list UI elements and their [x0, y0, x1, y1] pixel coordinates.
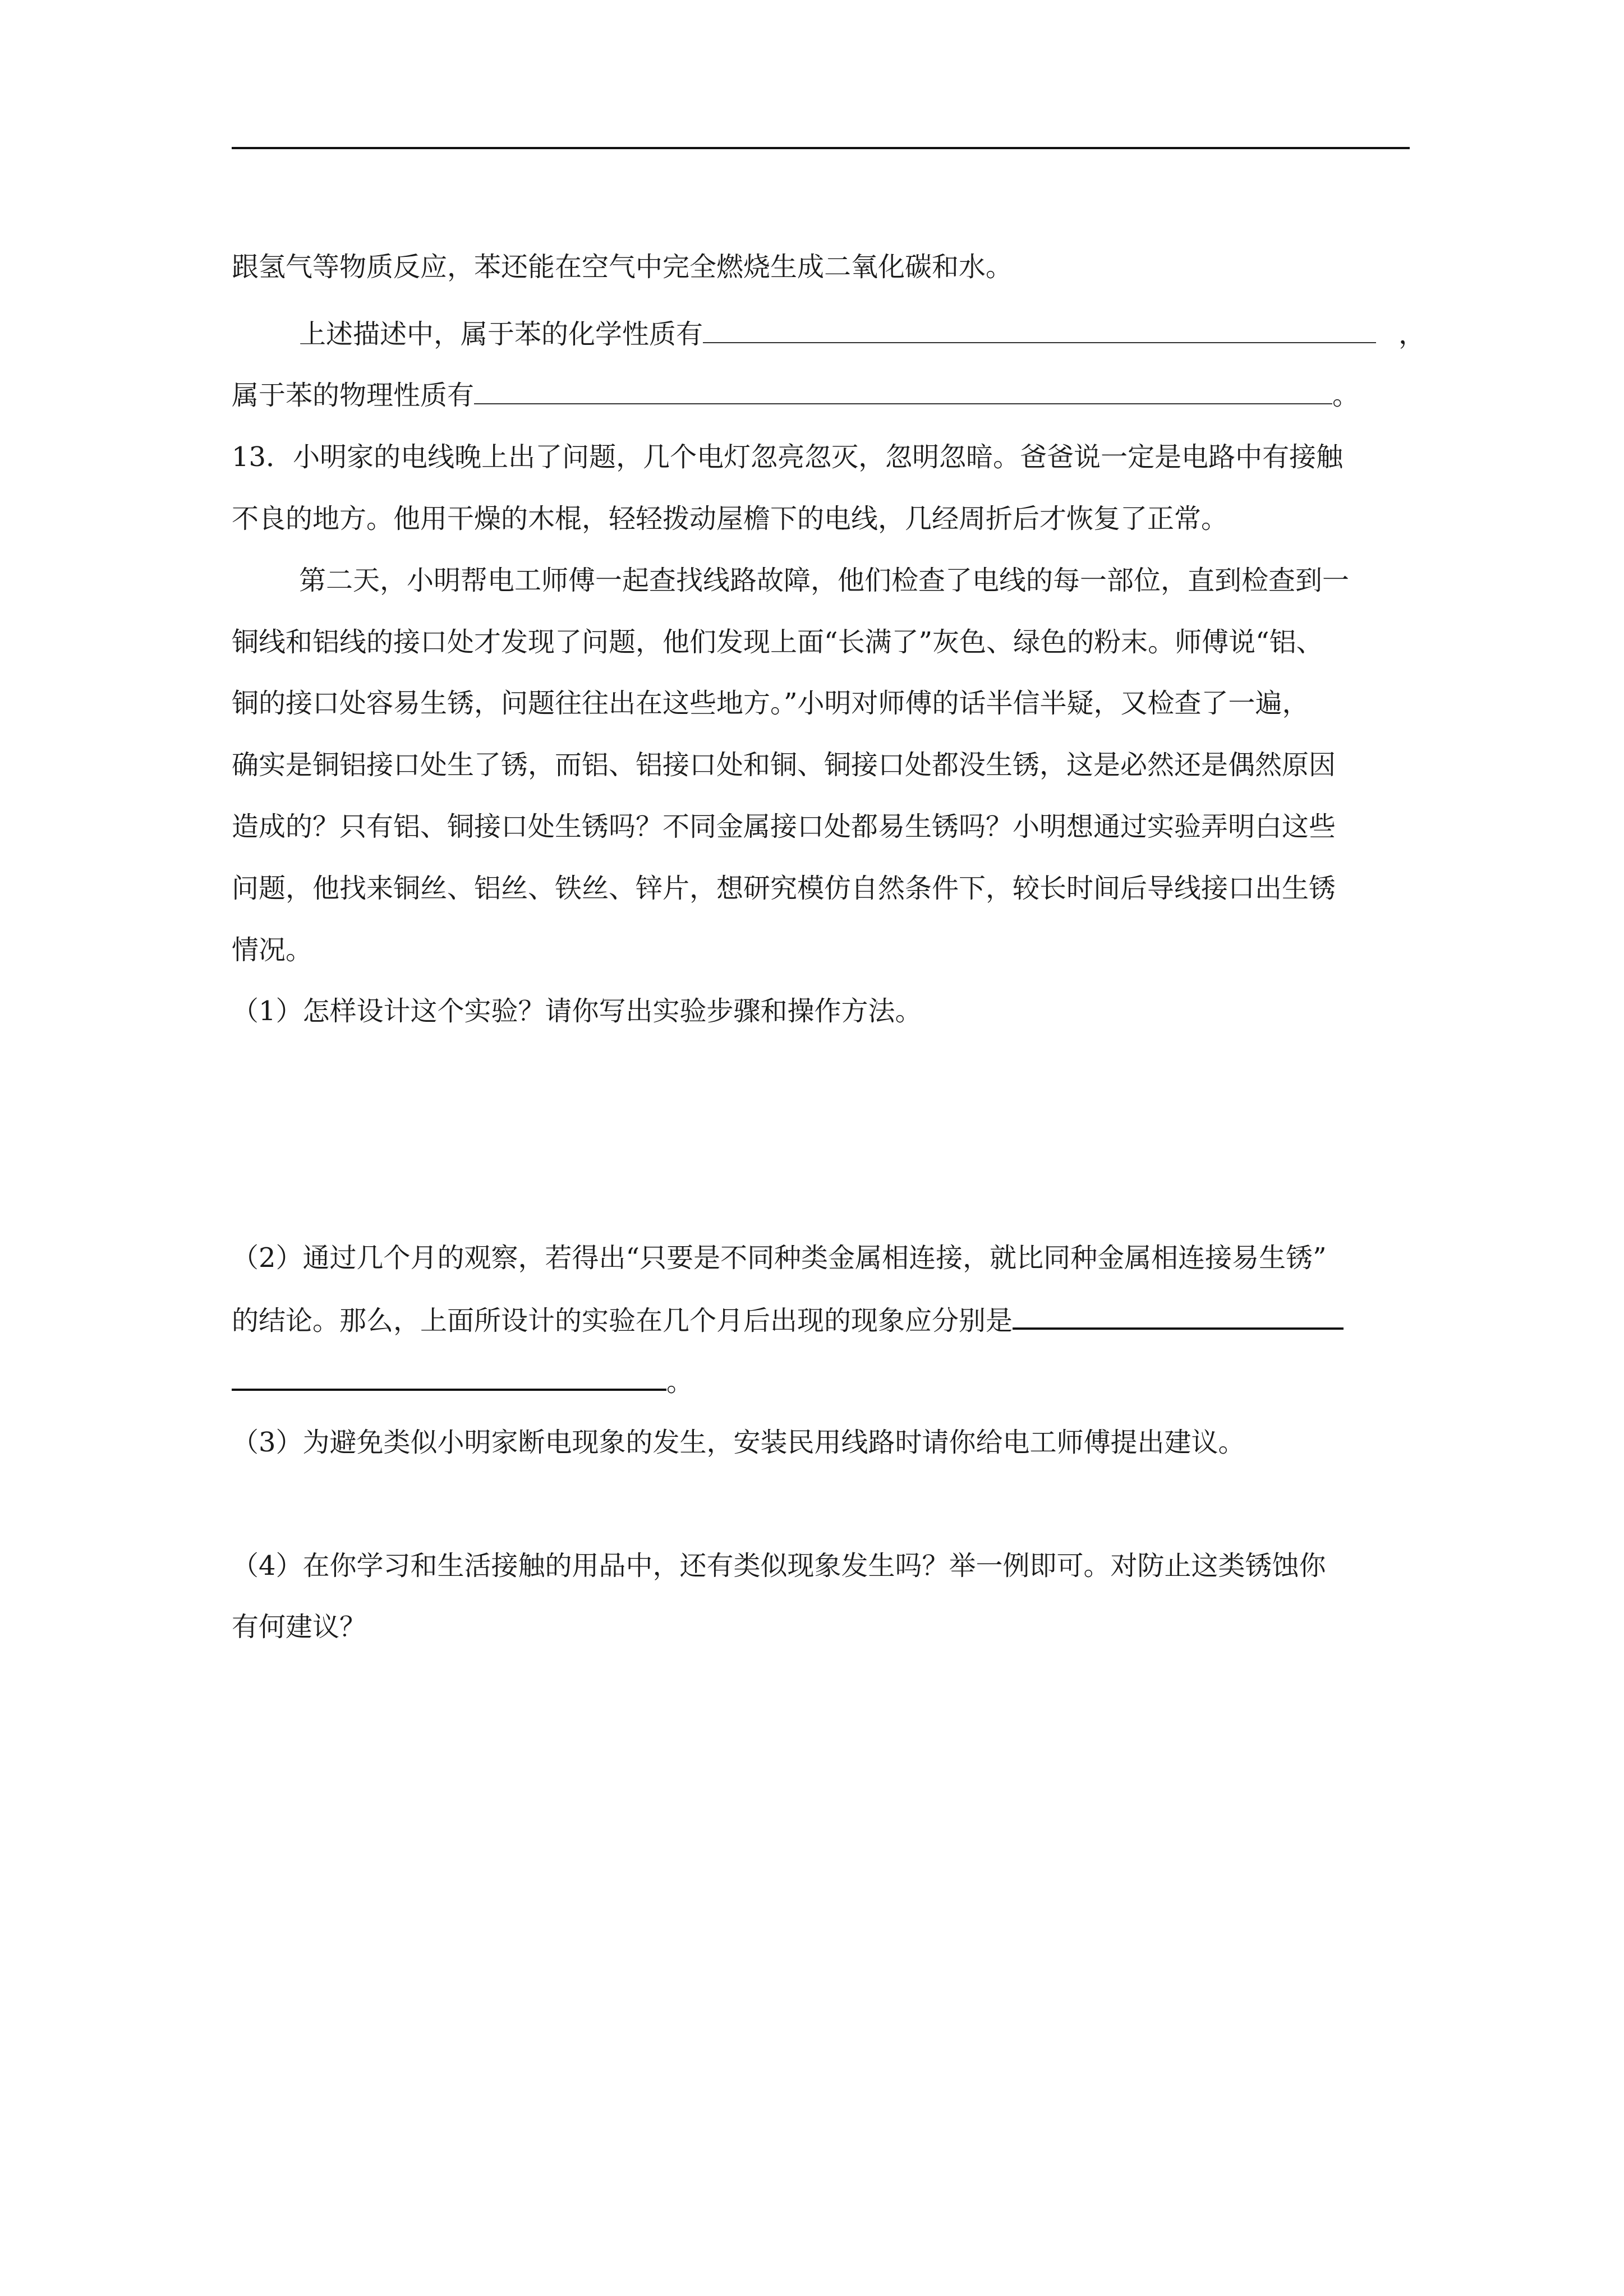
sub-question-2-text: 的结论。那么，上面所设计的实验在几个月后出现的现象应分别是	[232, 1305, 1013, 1336]
chem-property-blank[interactable]	[703, 316, 1376, 343]
sub-question-2-line	[232, 1302, 1410, 1339]
phys-property-suffix: 。	[1332, 380, 1360, 411]
phenomenon-blank-continued[interactable]	[232, 1363, 666, 1391]
sub-question-2-line	[232, 1363, 1410, 1400]
chem-property-prefix: 上述描述中，属于苯的化学性质有	[299, 319, 703, 350]
phenomenon-blank[interactable]	[1013, 1302, 1344, 1330]
paragraph-line: 确实是铜铝接口处生了锈，而铝、铝接口处和铜、铜接口处都没生锈，这是必然还是偶然原因	[232, 749, 1336, 781]
paragraph-line: 铜的接口处容易生锈，问题往往出在这些地方。”小明对师傅的话半信半疑，又检查了一遍，	[232, 688, 1309, 719]
sub-question-4: （4）在你学习和生活接触的用品中，还有类似现象发生吗？举一例即可。对防止这类锈蚀你	[232, 1550, 1326, 1582]
sub-question-2-suffix: 。	[666, 1366, 694, 1398]
paragraph-line: 情况。	[232, 934, 313, 966]
phys-property-line	[232, 377, 1410, 413]
sub-question-4-line: 有何建议？	[232, 1611, 367, 1643]
header-rule	[232, 147, 1410, 149]
paragraph-line: 造成的？只有铝、铜接口处生锈吗？不同金属接口处都易生锈吗？小明想通过实验弄明白这些	[232, 811, 1336, 842]
paragraph-line: 问题，他找来铜丝、铝丝、铁丝、锌片，想研究模仿自然条件下，较长时间后导线接口出生锈	[232, 873, 1336, 904]
sub-question-3: （3）为避免类似小明家断电现象的发生，安装民用线路时请你给电工师傅提出建议。	[232, 1427, 1245, 1458]
sub-question-2: （2）通过几个月的观察，若得出“只要是不同种类金属相连接，就比同种金属相连接易生锈”	[232, 1242, 1327, 1274]
phys-property-blank[interactable]	[474, 377, 1332, 404]
paragraph-line: 铜线和铝线的接口处才发现了问题，他们发现上面“长满了”灰色、绿色的粉末。师傅说“铝、	[232, 626, 1323, 658]
paragraph-line: 跟氢气等物质反应，苯还能在空气中完全燃烧生成二氧化碳和水。	[232, 251, 1013, 283]
chem-property-line	[299, 316, 1426, 352]
question-13-line: 13．小明家的电线晚上出了问题，几个电灯忽亮忽灭，忽明忽暗。爸爸说一定是电路中有接触	[232, 441, 1344, 473]
question-13-line: 不良的地方。他用干燥的木棍，轻轻拨动屋檐下的电线，几经周折后才恢复了正常。	[232, 503, 1229, 534]
paragraph-line: 第二天，小明帮电工师傅一起查找线路故障，他们检查了电线的每一部位，直到检查到一	[299, 565, 1350, 596]
phys-property-prefix: 属于苯的物理性质有	[232, 380, 475, 411]
chem-property-suffix: ，	[1398, 319, 1426, 350]
sub-question-1: （1）怎样设计这个实验？请你写出实验步骤和操作方法。	[232, 995, 922, 1027]
